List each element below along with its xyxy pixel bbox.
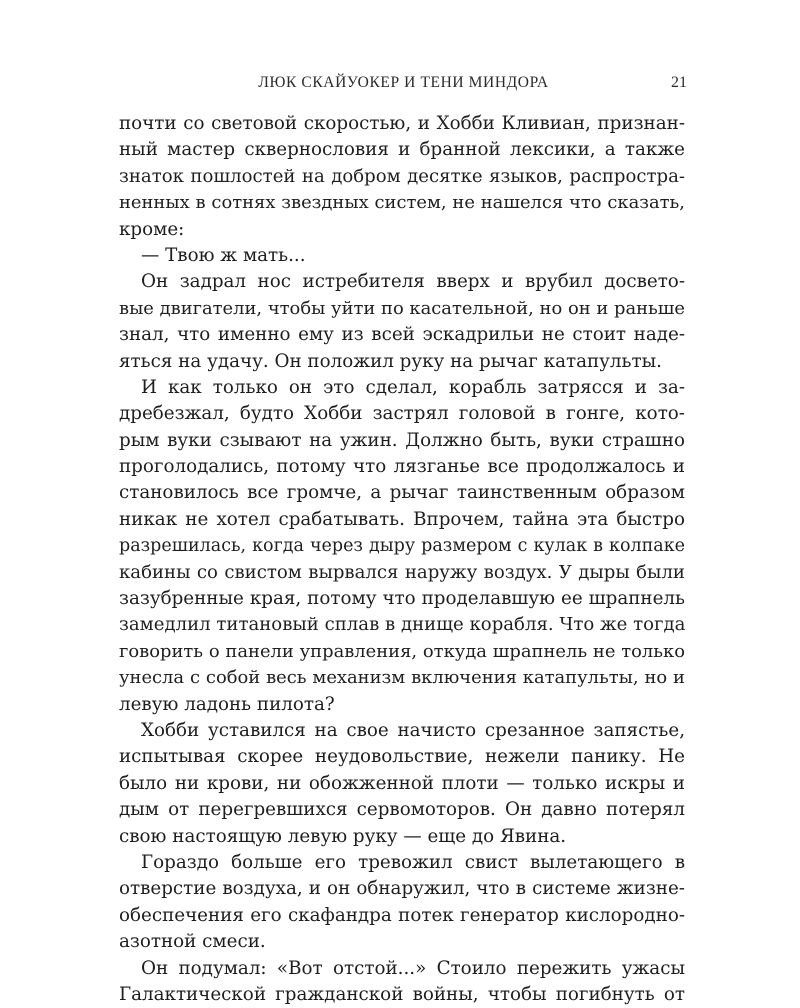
text-line: испытывая скорее неудовольствие, нежели панику. Не bbox=[119, 746, 685, 768]
text-line: знаток пошлостей на добром десятке языков, распростра- bbox=[119, 165, 685, 187]
text-line: И как только он это сделал, корабль затрясся и за- bbox=[141, 376, 685, 398]
text-line: знал, что именно ему из всей эскадрильи не стоит наде- bbox=[119, 324, 685, 346]
text-line: ный мастер сквернословия и бранной лексики, а также bbox=[119, 139, 685, 161]
text-line: кабины со свистом вырвался наружу воздух. У дыры были bbox=[119, 561, 685, 583]
dialogue-line: — Твою ж мать... bbox=[141, 244, 306, 266]
text-line: зазубренные края, потому что проделавшую ее шрапнель bbox=[119, 588, 685, 610]
text-line: Гораздо больше его тревожил свист вылетающего в bbox=[141, 851, 685, 873]
text-line: проголодались, потому что лязганье все продолжалось и bbox=[119, 456, 685, 478]
text-line: Он подумал: «Вот отстой...» Стоило пережить ужасы bbox=[141, 957, 685, 979]
running-title: ЛЮК СКАЙУОКЕР И ТЕНИ МИНДОРА bbox=[258, 74, 549, 91]
text-line: вые двигатели, чтобы уйти по касательной, но он и раньше bbox=[119, 297, 685, 319]
text-line: рым вуки сзывают на ужин. Должно быть, вуки страшно bbox=[119, 429, 685, 451]
text-line: азотной смеси. bbox=[119, 931, 266, 953]
text-line: унесла с собой весь механизм включения катапульты, но и bbox=[119, 667, 685, 689]
text-line: замедлил титановый сплав в днище корабля. Что же тогда bbox=[119, 614, 685, 636]
text-line: кроме: bbox=[119, 218, 185, 240]
text-line: было ни крови, ни обожженной плоти — только искры и bbox=[119, 772, 685, 794]
text-line: свою настоящую левую руку — еще до Явина. bbox=[119, 825, 567, 847]
text-line: ненных в сотнях звездных систем, не нашелся что сказать, bbox=[119, 192, 685, 214]
text-line: говорить о панели управления, откуда шрапнель не только bbox=[119, 640, 685, 662]
body-text bbox=[119, 111, 685, 1008]
text-line: разрешилась, когда через дыру размером с кулак в колпаке bbox=[119, 536, 685, 557]
text-line: дым от перегревшихся сервомоторов. Он давно потерял bbox=[119, 799, 685, 821]
text-line: Он задрал нос истребителя вверх и врубил досвето- bbox=[141, 271, 685, 293]
text-line: Хобби уставился на свое начисто срезанное запястье, bbox=[141, 719, 685, 741]
text-line: никак не хотел срабатывать. Впрочем, тайна эта быстро bbox=[119, 508, 685, 530]
text-line: почти со световой скоростью, и Хобби Кливиан, признан- bbox=[119, 113, 685, 134]
text-line: яться на удачу. Он положил руку на рычаг катапульты. bbox=[119, 350, 662, 372]
running-head bbox=[120, 74, 687, 98]
text-line: отверстие воздуха, и он обнаружил, что в системе жизне- bbox=[119, 878, 685, 900]
text-line: обеспечения его скафандра потек генератор кислородно- bbox=[119, 904, 685, 926]
text-line: дребезжал, будто Хобби застрял головой в гонге, кото- bbox=[119, 403, 685, 425]
text-line: левую ладонь пилота? bbox=[119, 693, 335, 715]
page-number: 21 bbox=[671, 74, 687, 91]
text-line: Галактической гражданской войны, чтобы погибнуть от bbox=[119, 983, 685, 1005]
text-line: становилось все громче, а рычаг таинственным образом bbox=[119, 482, 685, 504]
